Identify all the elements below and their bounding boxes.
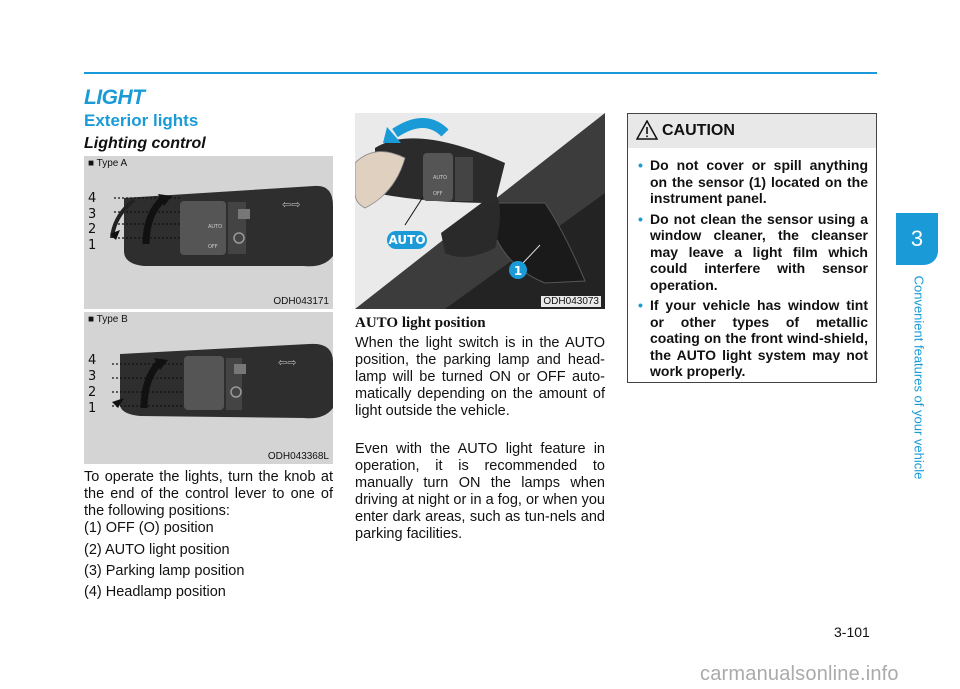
- figure-type-b-code: ODH043368L: [267, 451, 329, 462]
- figure-type-b: [84, 312, 333, 464]
- lever-c-auto-label: AUTO: [433, 175, 448, 181]
- auto-light-heading: AUTO light position: [355, 315, 486, 331]
- auto-badge: AUTO: [388, 233, 426, 247]
- lever-a-auto-label: AUTO: [208, 224, 223, 230]
- chapter-title-vertical: [909, 265, 929, 495]
- chapter-number: 3: [910, 226, 924, 251]
- page-number: 3-101: [834, 624, 870, 640]
- position-number-4: 4: [88, 353, 97, 368]
- position-number-4: 4: [88, 191, 97, 206]
- lever-a-off-label: OFF: [208, 244, 218, 250]
- position-list-item: (3) Parking lamp position: [84, 563, 245, 579]
- position-list-item: (1) OFF (O) position: [84, 520, 214, 536]
- position-number-3: 3: [88, 369, 97, 384]
- svg-text:⇦⇨: ⇦⇨: [282, 198, 301, 211]
- position-number-3: 3: [88, 207, 97, 222]
- position-list-item: (2) AUTO light position: [84, 542, 230, 558]
- position-list-item: (4) Headlamp position: [84, 584, 226, 600]
- bullet-icon: •: [638, 297, 643, 313]
- position-number-2: 2: [88, 222, 97, 237]
- figure-type-b-label: ■ Type B: [88, 314, 128, 325]
- caution-header: [628, 114, 876, 148]
- watermark: carmanualsonline.info: [700, 663, 899, 685]
- caution-item: • Do not clean the sensor using a window cleaner, the cleanser may leave a light film which could interfere with sensor operation.: [638, 210, 868, 293]
- section-heading: LIGHT: [84, 86, 145, 109]
- position-number-1: 1: [88, 238, 97, 253]
- figure-auto-sensor: [355, 113, 605, 309]
- topic-heading: Lighting control: [84, 135, 206, 152]
- sensor-callout: 1: [513, 264, 523, 278]
- caution-list: [638, 157, 868, 384]
- caution-box: [627, 113, 877, 383]
- top-rule: [84, 72, 877, 74]
- position-number-2: 2: [88, 385, 97, 400]
- warning-triangle-icon: [636, 120, 658, 140]
- subsection-heading: Exterior lights: [84, 111, 199, 130]
- bullet-icon: •: [638, 157, 643, 173]
- caution-title: CAUTION: [662, 122, 735, 139]
- figure-auto-sensor-code: ODH043073: [543, 296, 599, 307]
- lever-type-a-illustration: [84, 156, 333, 309]
- figure-type-a-code: ODH043171: [273, 296, 329, 307]
- position-number-1: 1: [88, 401, 97, 416]
- caution-item: • If your vehicle has window tint or other types of metallic coating on the front wind-shield, the AUTO light system may not work properly.: [638, 297, 868, 379]
- chapter-title: Convenient features of your vehicle: [911, 275, 927, 480]
- intro-paragraph: To operate the lights, turn the knob at the end of the control lever to one of the following positions:: [84, 469, 333, 519]
- lever-c-off-label: OFF: [433, 191, 443, 197]
- auto-sensor-illustration: [355, 113, 605, 309]
- chapter-tab: [896, 213, 938, 265]
- auto-light-paragraph-1: When the light switch is in the AUTO position, the parking lamp and head-lamp will be turned ON or OFF auto-matically depending on the amount of light outside the vehicle.: [355, 335, 605, 419]
- auto-light-paragraph-2: Even with the AUTO light feature in operation, it is recommended to manually turn ON the lamps when driving at night or in a fog, or when you enter dark areas, such as tun-nels and parking facilities.: [355, 441, 605, 542]
- caution-item: • Do not cover or spill anything on the sensor (1) located on the instrument panel.: [638, 157, 868, 206]
- lever-type-b-illustration: [84, 312, 333, 464]
- figure-type-a-label: ■ Type A: [88, 158, 128, 169]
- bullet-icon: •: [638, 210, 643, 227]
- svg-text:⇦⇨: ⇦⇨: [278, 356, 297, 369]
- figure-type-a: [84, 156, 333, 309]
